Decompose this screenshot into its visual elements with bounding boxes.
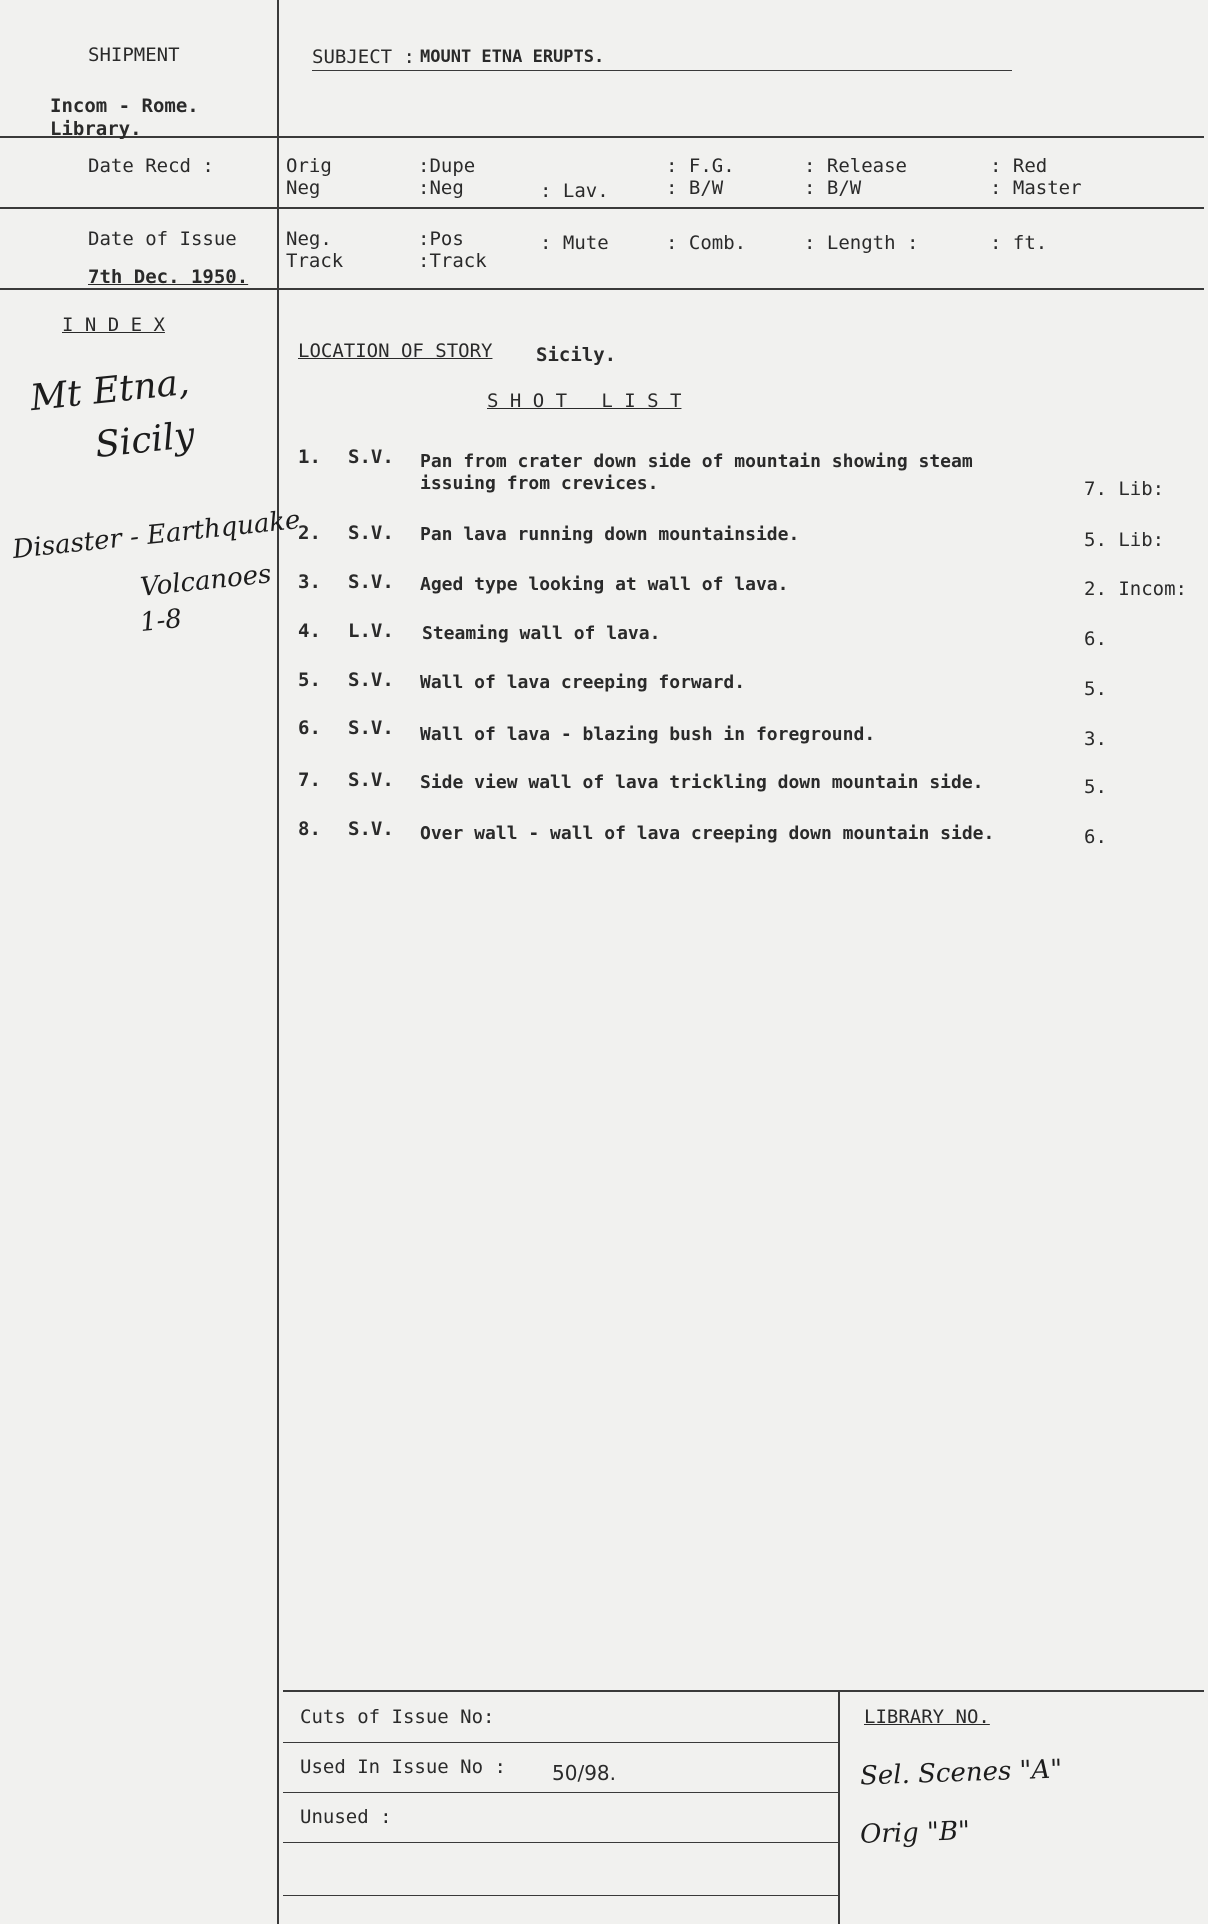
index-handwritten-etna: Mt Etna, xyxy=(28,361,192,420)
index-handwritten-sicily: Sicily xyxy=(93,414,197,467)
subject-label: SUBJECT : xyxy=(312,46,415,68)
subject-underline xyxy=(312,70,1012,71)
orig-neg: Orig Neg xyxy=(286,155,332,199)
library-selected-scenes: Sel. Scenes "A" xyxy=(859,1754,1063,1792)
header-rule-3 xyxy=(0,288,1204,290)
footer-rule-3 xyxy=(283,1792,838,1793)
index-handwritten-volcanoes: Volcanoes xyxy=(138,559,273,603)
shot-number: 2. xyxy=(298,522,321,544)
comb: : Comb. xyxy=(666,232,747,254)
shot-ref: 7. Lib: xyxy=(1084,478,1165,500)
shot-description: Side view wall of lava trickling down mountain side. xyxy=(420,772,984,793)
lav: : Lav. xyxy=(540,180,609,202)
shot-number: 8. xyxy=(298,818,321,840)
location-label: LOCATION OF STORY xyxy=(298,340,493,362)
index-handwritten-disaster: Disaster - Earthquake xyxy=(11,504,302,566)
footer-rule-top xyxy=(283,1690,1204,1692)
footer-rule-4 xyxy=(283,1842,838,1843)
neg-track: Neg. Track xyxy=(286,228,344,272)
used-in-issue-value: 50/98. xyxy=(552,1761,616,1785)
shot-type: S.V. xyxy=(348,522,394,544)
shot-type: S.V. xyxy=(348,446,394,468)
date-of-issue-label: Date of Issue xyxy=(88,228,237,250)
footer-rule-2 xyxy=(283,1742,838,1743)
red-master: : Red : Master xyxy=(990,155,1082,199)
location-value: Sicily. xyxy=(536,344,617,366)
shot-type: S.V. xyxy=(348,769,394,791)
shot-ref: 3. xyxy=(1084,728,1107,750)
shot-type: S.V. xyxy=(348,717,394,739)
ft: : ft. xyxy=(990,232,1048,254)
cuts-of-issue-label: Cuts of Issue No: xyxy=(300,1706,495,1728)
date-of-issue-value: 7th Dec. 1950. xyxy=(88,266,249,288)
shot-ref: 5. xyxy=(1084,678,1107,700)
shot-number: 6. xyxy=(298,717,321,739)
shot-description: Wall of lava creeping forward. xyxy=(420,672,746,693)
shot-number: 7. xyxy=(298,769,321,791)
shot-type: S.V. xyxy=(348,818,394,840)
mute: : Mute xyxy=(540,232,609,254)
used-in-issue-label: Used In Issue No : xyxy=(300,1756,506,1778)
shot-description: Over wall - wall of lava creeping down mountain side. xyxy=(420,823,995,844)
length: : Length : xyxy=(804,232,919,254)
shot-ref: 5. Lib: xyxy=(1084,529,1165,551)
shot-ref: 5. xyxy=(1084,776,1107,798)
library-orig: Orig "B" xyxy=(859,1816,971,1850)
index-label: I N D E X xyxy=(62,314,165,336)
shot-description: Steaming wall of lava. xyxy=(422,623,661,644)
unused-label: Unused : xyxy=(300,1806,392,1828)
date-recd-label: Date Recd : xyxy=(88,155,214,177)
footer-rule-5 xyxy=(283,1895,838,1896)
shot-description-cont: issuing from crevices. xyxy=(420,473,659,494)
subject-value: MOUNT ETNA ERUPTS. xyxy=(420,47,605,67)
shot-ref: 2. Incom: xyxy=(1084,578,1187,600)
footer-vertical-divider xyxy=(838,1690,840,1924)
shipment-label: SHIPMENT xyxy=(88,44,180,66)
index-handwritten-range: 1-8 xyxy=(138,603,184,639)
shot-type: S.V. xyxy=(348,571,394,593)
shot-type: L.V. xyxy=(348,620,394,642)
shipment-value-library: Library. xyxy=(50,118,142,140)
shot-description: Aged type looking at wall of lava. xyxy=(420,574,789,595)
pos-track: :Pos :Track xyxy=(418,228,487,272)
release-bw: : Release : B/W xyxy=(804,155,907,199)
shot-type: S.V. xyxy=(348,669,394,691)
library-no-label: LIBRARY NO. xyxy=(864,1706,990,1728)
shot-description: Pan lava running down mountainside. xyxy=(420,524,800,545)
shipment-value: Incom - Rome. xyxy=(50,95,199,117)
shot-number: 5. xyxy=(298,669,321,691)
shot-number: 1. xyxy=(298,446,321,468)
shot-list-title: S H O T L I S T xyxy=(487,390,682,412)
shot-description: Pan from crater down side of mountain showing steam xyxy=(420,451,973,472)
shot-ref: 6. xyxy=(1084,826,1107,848)
dupe-neg: :Dupe :Neg xyxy=(418,155,476,199)
shot-number: 3. xyxy=(298,571,321,593)
header-rule-2 xyxy=(0,207,1204,209)
header-rule-1 xyxy=(0,136,1204,138)
shot-description: Wall of lava - blazing bush in foreground. xyxy=(420,724,876,745)
fg-bw: : F.G. : B/W xyxy=(666,155,735,199)
shot-number: 4. xyxy=(298,620,321,642)
shot-ref: 6. xyxy=(1084,628,1107,650)
